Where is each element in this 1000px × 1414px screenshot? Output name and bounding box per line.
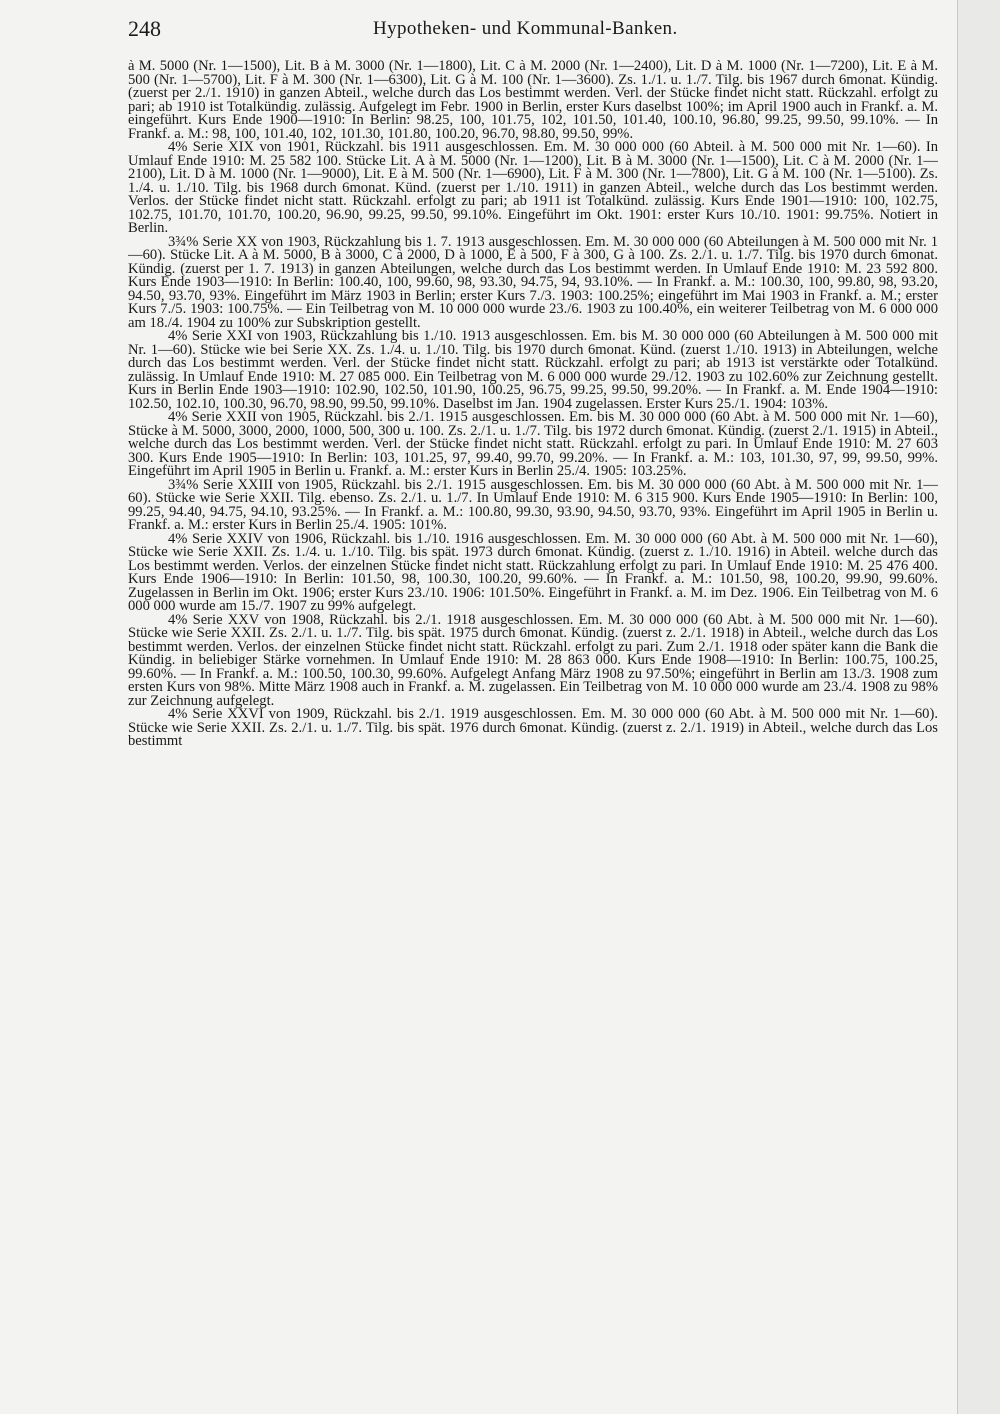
page-header xyxy=(128,16,948,46)
scan-edge xyxy=(957,0,1000,1414)
paragraph-series-xxv: 4% Serie XXV von 1908, Rückzahl. bis 2./1. 1918 ausgeschlossen. Em. M. 30 000 000 (60 Abt. à M. 500 000 mit Nr. 1—60). Stücke wie Serie XXII. Zs. 2./1. u. 1./7. Tilg. bis spät. 1975 durch 6monat. Kündig. (zuerst z. 2./1. 1918) in Abteil., welche durch das Los bestimmt werden. Verlos. der einzelnen Stücke findet nicht statt. Rückzahl. erfolgt zu pari. Zum 2./1. 1918 oder später kann die Bank die Kündig. in beliebiger Stärke vornehmen. In Umlauf Ende 1910: M. 28 863 000. Kurs Ende 1908—1910: In Berlin: 100.75, 100.25, 99.60%. — In Frankf. a. M.: 100.50, 100.30, 99.60%. Aufgelegt Anfang März 1908 zu 97.50%; eingeführt in Berlin am 13./3. 1908 zum ersten Kurs von 98%. Mitte März 1908 auch in Frankf. a. M. zugelassen. Ein Teilbetrag von M. 10 000 000 wurde am 23./4. 1908 zu 98% zur Zeichnung aufgelegt. xyxy=(128,611,938,709)
paragraph-series-xxii: 4% Serie XXII von 1905, Rückzahl. bis 2./1. 1915 ausgeschlossen. Em. bis M. 30 000 000 (60 Abt. à M. 500 000 mit Nr. 1—60), Stücke à M. 5000, 3000, 2000, 1000, 500, 300 u. 100. Zs. 2./1. u. 1./7. Tilg. bis 1972 durch 6monat. Kündig. (zuerst 2./1. 1915) in Abteil., welche durch das Los bestimmt werden. Verl. der Stücke findet nicht statt. Rückzahl. erfolgt zu pari. In Umlauf Ende 1910: M. 27 603 300. Kurs Ende 1905—1910: In Berlin: 103, 101.25, 97, 99.40, 99.70, 99.20%. — In Frankf. a. M.: 103, 101.30, 97, 99, 99.50, 99%. Eingeführt im April 1905 in Berlin u. Frankf. a. M.: erster Kurs in Berlin 25./4. 1905: 103.25%. xyxy=(128,409,938,479)
paragraph-series-xxvi: 4% Serie XXVI von 1909, Rückzahl. bis 2./1. 1919 ausgeschlossen. Em. M. 30 000 000 (60 Abt. à M. 500 000 mit Nr. 1—60). Stücke wie Serie XXII. Zs. 2./1. u. 1./7. Tilg. bis spät. 1976 durch 6monat. Kündig. (zuerst z. 2./1. 1919) in Abteil., welche durch das Los bestimmt xyxy=(128,706,938,749)
page-number: 248 xyxy=(128,16,161,41)
running-title: Hypotheken- und Kommunal-Banken. xyxy=(373,18,678,39)
paragraph-series-xxi: 4% Serie XXI von 1903, Rückzahlung bis 1./10. 1913 ausgeschlossen. Em. bis M. 30 000 000 (60 Abteilungen à M. 500 000 mit Nr. 1—60). Stücke wie bei Serie XX. Zs. 1./4. u. 1./10. Tilg. bis 1970 durch 6monat. Künd. (zuerst 1./10. 1913) in Abteilungen, welche durch das Los bestimmt werden. Verl. der Stücke findet nicht statt. Rückzahl. erfolgt zu pari; ab 1913 ist verstärkte oder Totalkünd. zulässig. In Umlauf Ende 1910: M. 27 085 000. Ein Teilbetrag von M. 6 000 000 wurde 29./12. 1903 zu 102.60% zur Zeichnung gestellt. Kurs in Berlin Ende 1903—1910: 102.90, 102.50, 101.90, 100.25, 96.75, 99.25, 99.50, 99.20%. — In Frankf. a. M. Ende 1904—1910: 102.50, 102.10, 100.30, 96.70, 98.90, 99.50, 99.10%. Daselbst im Jan. 1904 zugelassen. Erster Kurs 25./1. 1904: 103%. xyxy=(128,328,938,412)
paragraph-series-xix: 4% Serie XIX von 1901, Rückzahl. bis 1911 ausgeschlossen. Em. M. 30 000 000 (60 Abteil. à M. 500 000 mit Nr. 1—60). In Umlauf Ende 1910: M. 25 582 100. Stücke Lit. A à M. 5000 (Nr. 1—1200), Lit. B à M. 3000 (Nr. 1—1500), Lit. C à M. 2000 (Nr. 1—2100), Lit. D à M. 1000 (Nr. 1—9000), Lit. E à M. 500 (Nr. 1—6900), Lit. F à M. 300 (Nr. 1—7800), Lit. G à M. 100 (Nr. 1—5100). Zs. 1./4. u. 1./10. Tilg. bis 1968 durch 6monat. Künd. (zuerst per 1./10. 1911) in ganzen Abteil., welche durch das Los bestimmt werden. Verlos. der Stücke findet nicht statt. Rückzahl. erfolgt zu pari; ab 1911 ist Totalkünd. zulässig. Kurs Ende 1901—1910: 100, 102.75, 102.75, 101.70, 101.70, 100.20, 96.90, 99.25, 99.50, 99.10%. Eingeführt im Okt. 1901: erster Kurs 10./10. 1901: 99.75%. Notiert in Berlin. xyxy=(128,139,938,236)
paragraph-series-xx: 3¾% Serie XX von 1903, Rückzahlung bis 1. 7. 1913 ausgeschlossen. Em. M. 30 000 000 (60 Abteilungen à M. 500 000 mit Nr. 1—60). Stücke Lit. A à M. 5000, B à 3000, C à 2000, D à 1000, E à 500, F à 300, G à 100. Zs. 2./1. u. 1./7. Tilg. bis 1970 durch 6monat. Kündig. (zuerst per 1. 7. 1913) in ganzen Abteilungen, welche durch das Los bestimmt werden. In Umlauf Ende 1910: M. 23 592 800. Kurs Ende 1903—1910: In Berlin: 100.40, 100, 99.60, 98, 93.30, 94.75, 94, 93.10%. — In Frankf. a. M.: 100.30, 100, 99.80, 98, 93.20, 94.50, 93.70, 93%. Eingeführt im März 1903 in Berlin; erster Kurs 7./3. 1903: 100.25%; eingeführt im Mai 1903 in Frankf. a. M.; erster Kurs 7./5. 1903: 100.75%. — Ein Teilbetrag von M. 10 000 000 wurde 23./6. 1903 zu 100.40%, ein weiterer Teilbetrag von M. 6 000 000 am 18./4. 1904 zu 100% zur Subskription gestellt. xyxy=(128,233,938,331)
paragraph-series-xxiii: 3¾% Serie XXIII von 1905, Rückzahl. bis 2./1. 1915 ausgeschlossen. Em. bis M. 30 000 000 (60 Abt. à M. 500 000 mit Nr. 1—60). Stücke wie Serie XXII. Tilg. ebenso. Zs. 2./1. u. 1./7. In Umlauf Ende 1910: M. 6 315 900. Kurs Ende 1905—1910: In Berlin: 100, 99.25, 94.40, 94.75, 94.10, 93.25%. — In Frankf. a. M.: 100.80, 99.30, 93.90, 94.50, 93.70, 93%. Eingeführt im April 1905 in Berlin u. Frankf. a. M.: erster Kurs in Berlin 25./4. 1905: 101%. xyxy=(128,476,938,533)
paragraph-series-xviii-continued: à M. 5000 (Nr. 1—1500), Lit. B à M. 3000 (Nr. 1—1800), Lit. C à M. 2000 (Nr. 1—2400), Lit. D à M. 1000 (Nr. 1—7200), Lit. E à M. 500 (Nr. 1—5700), Lit. F à M. 300 (Nr. 1—6300), Lit. G à M. 100 (Nr. 1—3600). Zs. 1./1. u. 1./7. Tilg. bis 1967 durch 6monat. Kündig. (zuerst per 2./1. 1910) in ganzen Abteil., welche durch das Los bestimmt werden. Verl. der Stücke findet nicht statt. Rückzahl. erfolgt zu pari; ab 1910 ist Totalkündig. zulässig. Aufgelegt im Febr. 1900 in Berlin, erster Kurs daselbst 100%; im April 1900 auch in Frankf. a. M. eingeführt. Kurs Ende 1900—1910: In Berlin: 98.25, 100, 101.75, 102, 101.50, 101.40, 100.10, 96.80, 99.25, 99.50, 99.10%. — In Frankf. a. M.: 98, 100, 101.40, 102, 101.30, 101.80, 100.20, 96.70, 98.80, 99.50, 99%. xyxy=(128,60,938,142)
paragraph-series-xxiv: 4% Serie XXIV von 1906, Rückzahl. bis 1./10. 1916 ausgeschlossen. Em. M. 30 000 000 (60 Abt. à M. 500 000 mit Nr. 1—60), Stücke wie Serie XXII. Zs. 1./4. u. 1./10. Tilg. bis spät. 1973 durch 6monat. Kündig. (zuerst z. 1./10. 1916) in Abteil. welche durch das Los bestimmt werden. Verlos. der einzelnen Stücke findet nicht statt. Rückzahlung erfolgt zu pari. In Umlauf Ende 1910: M. 25 476 400. Kurs Ende 1906—1910: In Berlin: 101.50, 98, 100.30, 100.20, 99.60%. — In Frankf. a. M.: 101.50, 98, 100.20, 99.90, 99.60%. Zugelassen in Berlin im Okt. 1906; erster Kurs 23./10. 1906: 101.50%. Eingeführt in Frankf. a. M. im Dez. 1906. Ein Teilbetrag von M. 6 000 000 wurde am 15./7. 1907 zu 99% aufgelegt. xyxy=(128,530,938,614)
body-text xyxy=(128,60,938,1400)
